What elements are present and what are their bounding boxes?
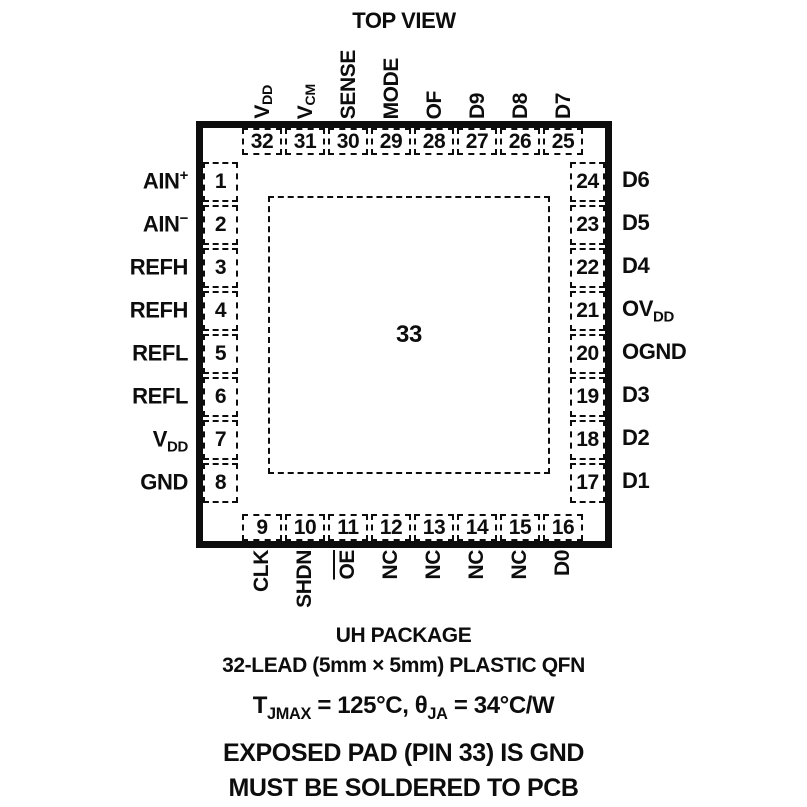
pin-box-2: [203, 205, 238, 245]
pin-box-18: [570, 420, 605, 460]
pin-number: 28: [422, 129, 446, 153]
pin-number: 23: [576, 213, 599, 236]
pin-number: 12: [379, 515, 403, 539]
pin-number: 25: [551, 129, 575, 153]
pin-box-12: [371, 514, 411, 541]
pin-box-22: [570, 248, 605, 288]
left-pin-column: [203, 162, 238, 503]
pin-number: 16: [551, 515, 575, 539]
pin-box-26: [500, 128, 540, 155]
pin-number: 19: [576, 385, 599, 408]
pin-label-9: CLK: [249, 550, 273, 592]
pin-number: 27: [465, 129, 489, 153]
pin-label-17: D1: [622, 468, 650, 494]
pin-number: 32: [250, 129, 274, 153]
pin-label-28: OF: [422, 90, 446, 119]
solder-note: MUST BE SOLDERED TO PCB: [228, 773, 579, 802]
pin-box-6: [203, 377, 238, 417]
pin-label-14: NC: [464, 550, 488, 580]
pin-box-7: [203, 420, 238, 460]
pin-box-31: [285, 128, 325, 155]
pin-label-21: $OV_{DD}$: [622, 296, 674, 326]
package-outline: [196, 121, 612, 548]
pin-box-3: [203, 248, 238, 288]
pin-box-21: [570, 291, 605, 331]
pin-label-24: D6: [622, 167, 650, 193]
pin-label-22: D4: [622, 253, 650, 279]
pin-number: 1: [214, 170, 227, 193]
pin-number: 22: [576, 256, 599, 279]
pin-number: 4: [214, 299, 227, 322]
pin-label-30: SENSE: [336, 49, 360, 119]
pin-box-14: [457, 514, 497, 541]
pin-number: 13: [422, 515, 446, 539]
pin-box-9: [242, 514, 282, 541]
pin-number: 31: [293, 129, 317, 153]
bottom-pin-row: [242, 514, 583, 541]
pin-label-31: $V_{CM}$: [293, 83, 320, 119]
pin-number: 7: [214, 428, 227, 451]
pin-number: 30: [336, 129, 360, 153]
pin-box-28: [414, 128, 454, 155]
pin-label-19: D3: [622, 382, 650, 408]
pin-label-2: AIN−: [142, 209, 188, 236]
pin-label-32: $V_{DD}$: [250, 85, 277, 119]
pin-label-20: OGND: [622, 339, 687, 365]
top-pin-labels: [242, 40, 583, 119]
pin-number: 20: [576, 342, 599, 365]
pin-number: 8: [214, 471, 227, 494]
left-pin-labels: [40, 162, 188, 503]
pin-label-26: D8: [508, 92, 532, 119]
exposed-pad-note: EXPOSED PAD (PIN 33) IS GND: [222, 738, 585, 767]
pin-number: 14: [465, 515, 489, 539]
pin-box-16: [543, 514, 583, 541]
pin-label-25: D7: [551, 92, 575, 119]
exposed-pad-number: 33: [396, 321, 422, 348]
pin-number: 11: [337, 515, 359, 539]
pin-box-20: [570, 334, 605, 374]
pin-label-18: D2: [622, 425, 650, 451]
right-pin-column: [570, 162, 605, 503]
pin-label-4: REFH: [129, 296, 188, 322]
pin-number: 29: [379, 129, 403, 153]
pin-box-24: [570, 162, 605, 202]
pin-label-16: D0: [550, 550, 574, 577]
pin-number: 15: [508, 515, 532, 539]
pin-label-27: D9: [465, 92, 489, 119]
pin-box-13: [414, 514, 454, 541]
pin-number: 9: [256, 515, 268, 539]
pin-number: 26: [508, 129, 532, 153]
pin-number: 24: [576, 170, 599, 193]
pin-label-23: D5: [622, 210, 650, 236]
pin-box-11: [328, 514, 368, 541]
right-pin-labels: [622, 162, 782, 503]
package-name: UH PACKAGE: [335, 624, 472, 647]
pin-box-23: [570, 205, 605, 245]
pin-box-27: [457, 128, 497, 155]
pin-box-29: [371, 128, 411, 155]
pin-label-15: NC: [507, 550, 531, 580]
pin-number: 5: [214, 342, 227, 365]
pin-box-8: [203, 463, 238, 503]
pin-box-5: [203, 334, 238, 374]
pin-box-25: [543, 128, 583, 155]
pin-box-30: [328, 128, 368, 155]
pin-label-10: SHDN: [292, 550, 316, 608]
thermal-specs: $T_{JMAX} = 125^\circ C$, $\theta_{JA} = 34^\circ C/W$: [252, 692, 555, 723]
pin-box-1: [203, 162, 238, 202]
pin-box-15: [500, 514, 540, 541]
pin-label-13: NC: [421, 550, 445, 580]
diagram-title: TOP VIEW: [352, 8, 456, 33]
pin-box-19: [570, 377, 605, 417]
pin-label-12: NC: [378, 550, 402, 580]
pin-number: 18: [576, 428, 599, 451]
pin-box-32: [242, 128, 282, 155]
pin-box-17: [570, 463, 605, 503]
pin-label-6: REFL: [132, 382, 188, 408]
pin-label-8: GND: [140, 468, 188, 494]
exposed-pad: [268, 196, 550, 474]
pin-label-11: OE: [335, 550, 359, 580]
pin-number: 21: [576, 299, 599, 322]
pin-box-10: [285, 514, 325, 541]
top-pin-row: [242, 128, 583, 155]
pin-box-4: [203, 291, 238, 331]
pin-label-1: AIN+: [142, 166, 188, 193]
pin-number: 3: [214, 256, 227, 279]
pin-number: 6: [214, 385, 227, 408]
package-description: 32-LEAD (5mm × 5mm) PLASTIC QFN: [222, 654, 585, 677]
pin-number: 17: [576, 471, 599, 494]
pin-label-3: REFH: [129, 253, 188, 279]
pin-label-7: $V_{DD}$: [152, 425, 188, 456]
pin-label-29: MODE: [379, 57, 403, 119]
footer-notes: [0, 624, 807, 803]
pin-label-5: REFL: [132, 339, 188, 365]
pin-number: 10: [293, 515, 317, 539]
pin-number: 2: [214, 213, 227, 236]
